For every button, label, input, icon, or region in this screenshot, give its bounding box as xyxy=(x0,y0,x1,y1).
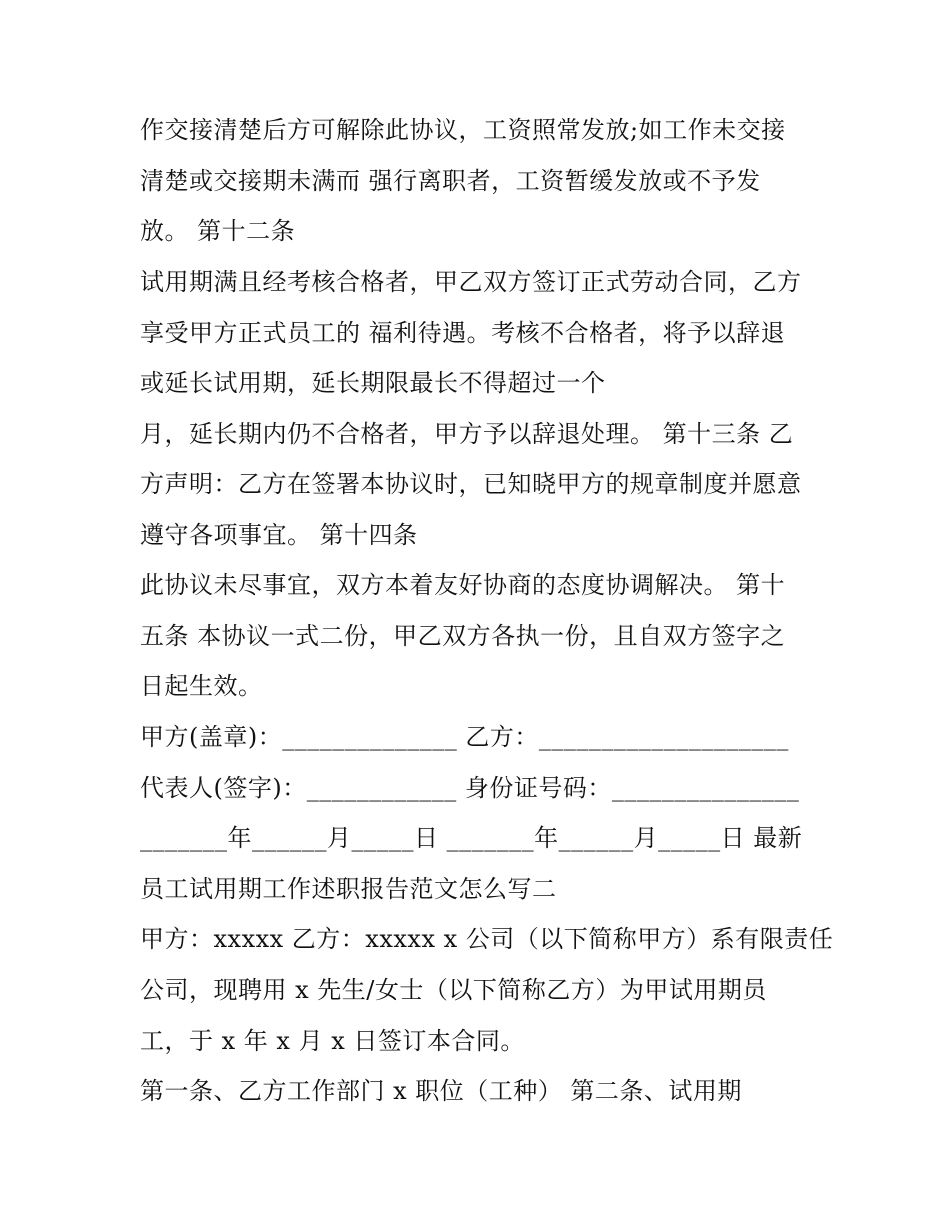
text-line: 五条 本协议一式二份，甲乙双方各执一份，且自双方签字之 xyxy=(140,622,786,650)
text-line: 月，延长期内仍不合格者，甲方予以辞退处理。 第十三条 乙 xyxy=(140,420,794,448)
text-line: 此协议未尽事宜，双方本着友好协商的态度协调解决。 第十 xyxy=(140,571,786,599)
text-line: 日起生效。 xyxy=(140,672,263,700)
date-line: _______年______月_____日 _______年______月_____日 最新 xyxy=(140,824,803,852)
text-line: 公司，现聘用 x 先生/女士（以下简称乙方）为甲试用期员 xyxy=(140,976,767,1004)
signature-line-party-a: 甲方(盖章)：______________ 乙方：____________________ xyxy=(140,723,789,751)
text-line: 遵守各项事宜。 第十四条 xyxy=(140,521,418,549)
text-line: 方声明：乙方在签署本协议时，已知晓甲方的规章制度并愿意 xyxy=(140,470,802,498)
text-line: 工，于 x 年 x 月 x 日签订本合同。 xyxy=(140,1027,525,1055)
text-line: 第一条、乙方工作部门 x 职位（工种） 第二条、试用期 xyxy=(140,1077,742,1105)
text-line: 清楚或交接期未满而 强行离职者，工资暂缓发放或不予发 xyxy=(140,167,761,195)
text-line: 或延长试用期，延长期限最长不得超过一个 xyxy=(140,369,606,397)
text-line: 享受甲方正式员工的 福利待遇。考核不合格者，将予以辞退 xyxy=(140,319,786,347)
text-line: 放。 第十二条 xyxy=(140,217,296,245)
section-title: 员工试用期工作述职报告范文怎么写二 xyxy=(140,875,557,903)
text-line: 甲方：xxxxx 乙方：xxxxx x 公司（以下简称甲方）系有限责任 xyxy=(140,925,834,953)
text-line: 试用期满且经考核合格者，甲乙双方签订正式劳动合同，乙方 xyxy=(140,268,802,296)
text-line: 作交接清楚后方可解除此协议，工资照常发放;如工作未交接 xyxy=(140,116,786,144)
signature-line-representative: 代表人(签字)：____________ 身份证号码：_______________ xyxy=(140,774,800,802)
